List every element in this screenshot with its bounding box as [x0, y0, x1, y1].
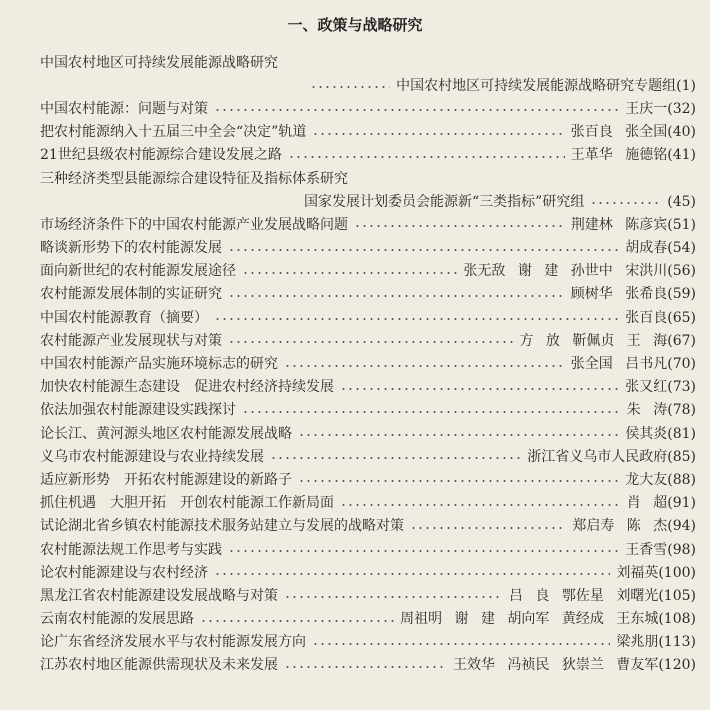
entry-page-number: (78) — [667, 402, 696, 419]
entry-title: 面向新世纪的农村能源发展途径 — [40, 263, 236, 280]
entry-page-number: (81) — [667, 425, 696, 442]
entry-authors: 刘福英 — [616, 564, 659, 581]
entry-authors: 张百良 — [625, 309, 668, 326]
entry-title: 中国农村能源产品实施环境标志的研究 — [40, 356, 278, 373]
entry-title: 农村能源产业发展现状与对策 — [40, 332, 222, 349]
toc-entry[interactable] — [40, 283, 696, 306]
toc-entry[interactable] — [40, 561, 696, 584]
dot-leader — [410, 527, 566, 529]
entry-title: 加快农村能源生态建设 促进农村经济持续发展 — [40, 379, 334, 396]
entry-page-number: (113) — [658, 634, 696, 651]
entry-title: 三种经济类型县能源综合建设特征及指标体系研究 — [40, 170, 348, 187]
toc-entry[interactable] — [40, 167, 696, 190]
entry-title: 21世纪县级农村能源综合建设发展之路 — [40, 147, 282, 164]
entry-authors: 梁兆朋 — [616, 634, 659, 651]
toc-entry[interactable] — [40, 445, 696, 468]
entry-page-number: (56) — [667, 263, 696, 280]
entry-page-number: (100) — [658, 564, 696, 581]
entry-title: 国家发展计划委员会能源新“三类指标”研究组 — [304, 193, 585, 210]
dot-leader — [354, 225, 565, 227]
entry-page-number: (70) — [667, 356, 696, 373]
toc-entry[interactable] — [40, 399, 696, 422]
entry-title: 依法加强农村能源建设实践探讨 — [40, 402, 236, 419]
toc-entry[interactable] — [40, 352, 696, 375]
entry-page-number: (73) — [667, 379, 696, 396]
toc-entry[interactable] — [40, 584, 696, 607]
dot-leader — [284, 596, 503, 598]
entry-authors: 张百良 张全国 — [570, 124, 668, 141]
entry-title: 略谈新形势下的农村能源发展 — [40, 240, 222, 257]
entry-page-number: (105) — [658, 587, 696, 604]
dot-leader — [228, 295, 565, 297]
entry-title: 论农村能源建设与农村经济 — [40, 564, 208, 581]
entry-authors: 张全国 吕书凡 — [570, 356, 668, 373]
toc-entry[interactable] — [40, 97, 696, 120]
dot-leader — [288, 156, 565, 158]
entry-title: 中国农村能源教育（摘要） — [40, 309, 208, 326]
dot-leader — [284, 365, 565, 367]
toc-entry[interactable] — [40, 237, 696, 260]
entry-page-number: (88) — [667, 471, 696, 488]
toc-entry[interactable] — [40, 654, 696, 677]
entry-authors: 朱 涛 — [626, 402, 668, 419]
entry-authors: 王香雪 — [625, 541, 668, 558]
dot-leader — [228, 550, 619, 552]
entry-authors: 胡成春 — [625, 240, 668, 257]
entry-title: 中国农村能源：问题与对策 — [40, 100, 208, 117]
toc-entry[interactable] — [40, 631, 696, 654]
dot-leader — [590, 202, 661, 204]
entry-title: 试论湖北省乡镇农村能源技术服务站建立与发展的战略对策 — [40, 518, 404, 535]
toc-entry[interactable] — [40, 329, 696, 352]
entry-page-number: (85) — [667, 448, 696, 465]
entry-page-number: (40) — [667, 124, 696, 141]
entry-authors: 王效华 冯祯民 狄崇兰 曹友军 — [452, 657, 659, 674]
toc-entry[interactable] — [40, 608, 696, 631]
toc-entry[interactable] — [40, 492, 696, 515]
entry-title: 论长江、黄河源头地区农村能源发展战略 — [40, 425, 292, 442]
section-heading: 一、政策与战略研究 — [287, 16, 423, 34]
toc-entry[interactable] — [40, 306, 696, 329]
dot-leader — [284, 666, 447, 668]
entry-authors: 王庆一 — [625, 100, 668, 117]
entry-authors: 周祖明 谢 建 胡向军 黄经成 王东城 — [400, 611, 659, 628]
entry-title: 论广东省经济发展水平与农村能源发展方向 — [40, 634, 306, 651]
entry-title: 中国农村地区可持续发展能源战略研究 — [40, 54, 278, 71]
dot-leader — [310, 86, 390, 88]
toc-entry[interactable] — [40, 190, 696, 213]
dot-leader — [242, 272, 457, 274]
dot-leader — [340, 504, 621, 506]
dot-leader — [312, 133, 564, 135]
toc-entry[interactable] — [40, 121, 696, 144]
entry-page-number: (108) — [658, 611, 696, 628]
entry-authors: 顾树华 张希良 — [570, 286, 668, 303]
toc-entry[interactable] — [40, 515, 696, 538]
entry-page-number: (67) — [667, 332, 696, 349]
entry-authors: 荆建林 陈彦宾 — [570, 216, 668, 233]
entry-title: 抓住机遇 大胆开拓 开创农村能源工作新局面 — [40, 495, 334, 512]
entry-authors: 浙江省义乌市人民政府 — [527, 448, 668, 465]
entry-title: 把农村能源纳入十五届三中全会“决定”轨道 — [40, 124, 307, 141]
entry-authors: 方 放 靳佩贞 王 海 — [519, 332, 668, 349]
entry-page-number: (51) — [667, 216, 696, 233]
entry-page-number: (32) — [667, 100, 696, 117]
entry-page-number: (94) — [667, 518, 696, 535]
entry-title: 江苏农村地区能源供需现状及未来发展 — [40, 657, 278, 674]
entry-title: 适应新形势 开拓农村能源建设的新路子 — [40, 471, 292, 488]
dot-leader — [214, 573, 610, 575]
dot-leader — [298, 480, 619, 482]
entry-title: 农村能源发展体制的实证研究 — [40, 286, 222, 303]
entry-page-number: (65) — [667, 309, 696, 326]
toc-entry[interactable] — [40, 376, 696, 399]
entry-title: 黑龙江省农村能源建设发展战略与对策 — [40, 587, 278, 604]
entry-authors: 吕 良 鄂佐星 刘曙光 — [508, 587, 659, 604]
entry-page-number: (41) — [667, 147, 696, 164]
dot-leader — [214, 318, 619, 320]
entry-title: 市场经济条件下的中国农村能源产业发展战略问题 — [40, 216, 348, 233]
dot-leader — [298, 434, 619, 436]
entry-authors: 郑启寿 陈 杰 — [572, 518, 668, 535]
dot-leader — [340, 388, 619, 390]
entry-page-number: (1) — [676, 77, 696, 94]
dot-leader — [228, 341, 513, 343]
toc-entry[interactable] — [40, 144, 696, 167]
toc-entry[interactable] — [40, 51, 696, 74]
entry-page-number: (120) — [658, 657, 696, 674]
toc-entry[interactable] — [40, 213, 696, 236]
entry-authors: 侯其炎 — [625, 425, 668, 442]
entry-page-number: (59) — [667, 286, 696, 303]
dot-leader — [200, 620, 394, 622]
entry-authors: 龙大友 — [625, 471, 668, 488]
toc-entry[interactable] — [40, 422, 696, 445]
entry-authors: 肖 超 — [626, 495, 668, 512]
toc-entry[interactable] — [40, 260, 696, 283]
dot-leader — [228, 249, 619, 251]
entry-authors: 王革华 施德铭 — [570, 147, 668, 164]
entry-authors: 中国农村地区可持续发展能源战略研究专题组 — [396, 77, 677, 94]
entry-page-number: (91) — [667, 495, 696, 512]
toc-entry[interactable] — [40, 538, 696, 561]
entry-authors: 张又红 — [625, 379, 668, 396]
table-of-contents — [40, 51, 696, 677]
entry-page-number: (98) — [667, 541, 696, 558]
entry-page-number: (54) — [667, 240, 696, 257]
dot-leader — [270, 457, 521, 459]
dot-leader — [312, 643, 610, 645]
entry-title: 农村能源法规工作思考与实践 — [40, 541, 222, 558]
dot-leader — [242, 411, 621, 413]
toc-entry[interactable] — [40, 468, 696, 491]
dot-leader — [214, 109, 619, 111]
entry-title: 义乌市农村能源建设与农业持续发展 — [40, 448, 264, 465]
entry-title: 云南农村能源的发展思路 — [40, 611, 194, 628]
entry-page-number: (45) — [667, 193, 696, 210]
toc-entry[interactable] — [40, 74, 696, 97]
entry-authors: 张无敌 谢 建 孙世中 宋洪川 — [463, 263, 668, 280]
